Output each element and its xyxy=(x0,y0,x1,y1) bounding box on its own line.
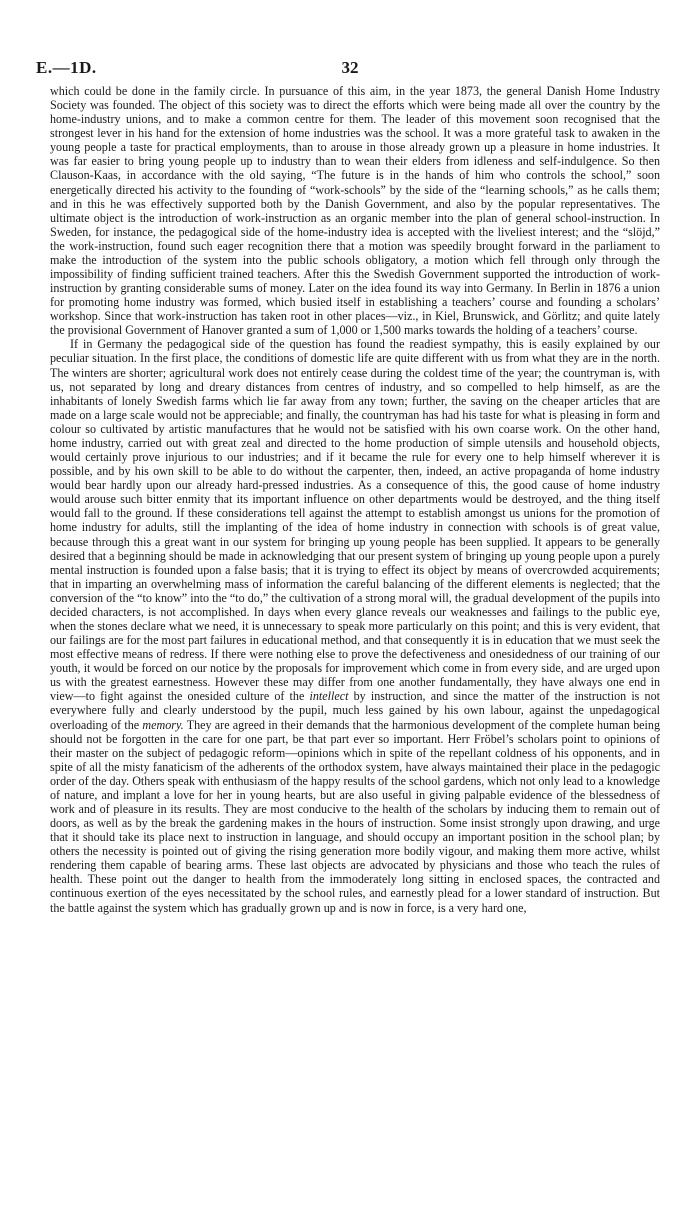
emphasis-intellect: intellect xyxy=(309,689,349,704)
paragraph-text: by instruction, and since the matter of the instruction is not everywhere fully and clearly understood by the pupil, much less gained by his own labour, against the unpedagogical overloading of the xyxy=(50,689,660,732)
page-number: 32 xyxy=(341,58,359,77)
paragraph-text: which could be done in the family circle. In pursuance of this aim, in the year 1873, the general Danish Home Industry Society was founded. The object of this society was to direct the efforts which were being made all over the country by the home-industry unions, and to make a common centre for them. The leader of this movement soon recognised that the strongest lever in his hand for the extension of home industries was the school. It was a more grateful task to awaken in the young people a taste for practical employments, than to arouse in those already grown up a pleasure in home industries. It was far easier to bring young people up to industry than to wean their elders from idleness and self-indulgence. So then Clauson-Kaas, in accordance with the old saying, “The future is in the hands of him who controls the school,” soon energetically directed his activity to the founding of “work-schools” by the side of the “learning schools,” as he calls them; and in this he was effectively supported both by the Danish Government, and also by the popular representatives. The ultimate object is the introduction of work-instruction as an organic member into the plan of general school-instruction. In Sweden, for instance, the pedagogical side of the home-industry idea is accepted with the liveliest interest; and the “slöjd,” the work-instruction, found such eager recognition there that a motion was speedily brought forward in the parliament to make the introduction of the system into the public schools obligatory, a motion which fell through only through the impossibility of finding sufficient trained teachers. After this the Swedish Government supported the introduction of work-instruction by granting considerable sums of money. Later on the idea found its way into Germany. In Berlin in 1876 a union for promoting home industry was formed, which busied itself in establishing a teachers’ course and founding a scholars’ workshop. Since that work-instruction has taken root in other places—viz., in Kiel, Brunswick, and Görlitz; and quite lately the provisional Government of Hanover granted a sum of 1,000 or 1,500 marks towards the holding of a teachers’ course. xyxy=(50,84,660,338)
document-reference: E.—1D. xyxy=(36,58,97,77)
paragraph-2 xyxy=(50,337,660,914)
document-body xyxy=(50,84,660,915)
paragraph-1 xyxy=(50,84,660,337)
emphasis-memory: memory. xyxy=(142,717,184,732)
paragraph-text: If in Germany the pedagogical side of the question has found the readiest sympathy, this is easily explained by our peculiar situation. In the first place, the conditions of domestic life are quite different with us from what they are in the north. The winters are shorter; agricultural work does not entirely cease during the coldest time of the year; the countryman is, with us, not separated by long and dreary distances from centres of industry, and so compelled to help himself, as are the inhabitants of lonely Swedish farms which lie far away from any town; further, the saving on the cheaper articles that are made on a large scale would not be appreciable; and finally, the countryman has had his taste for what is pleasing in form and colour so cultivated by artistic manufactures that he would not be satisfied with his own coarse work. On the other hand, home industry, carried out with great zeal and directed to the home production of simple utensils and household objects, would certainly prove injurious to our industries; and if it became the rule for every one to help himself wherever it is possible, and by his own skill to be able to do without the carpenter, then, indeed, an active propaganda of home industry would bear hardly upon our already hard-pressed industries. As a consequence of this, the good cause of home industry would arouse such bitter enmity that its important influence on other departments would be destroyed, and the thing itself would fall to the ground. If these considerations tell against the attempt to establish amongst us unions for the promotion of home industry for adults, still the implanting of the idea of home industry in connection with schools is of great value, because through this a great want in our system for bringing up young people has been supplied. It appears to be generally desired that a beginning should be made in acknowledging that our present system of bringing up young people upon a purely mental instruction is founded upon a false basis; that it is trying to effect its object by means of overcrowded acquirements; that in imparting an overwhelming mass of information the careful balancing of the different elements is neglected; that the conversion of the “to know” into the “to do,” the cultivation of a strong moral will, the gradual development of the pupils into decided characters, is not accomplished. In days when every glance reveals our weaknesses and failings to the public eye, when the stones declare what we need, it is unnecessary to speak more particularly on this point; and this is very evident, that our failings are for the most part failures in educational method, and that consequently it is in education that we must seek the most effective means of redress. If there were nothing else to prove the defectiveness and onesidedness of our training of our youth, it would be forced on our notice by the proposals for improvement which come in from every side, and are urged upon us with the greatest earnestness. However these may differ from one another fundamentally, they have always one end in view—to fight against the onesided culture of the xyxy=(50,337,660,704)
paragraph-text: They are agreed in their demands that the harmonious development of the complete human being should not be forgotten in the care for one part, be that part ever so important. Herr Fröbel’s scholars point to opinions of their master on the subject of pedagogic reform—opinions which in spite of the repellant coldness of his opponents, and in spite of all the misty fanaticism of the adherents of the orthodox system, have always maintained their place in the pedagogic order of the day. Others speak with enthusiasm of the happy results of the school gardens, which not only lead to a knowledge of nature, and implant a love for her in young hearts, but are also useful in giving palpable evidence of the blessedness of work and of pleasure in its results. They are most conducive to the health of the scholars by inducing them to remain out of doors, as well as by the break the gardening makes in the hours of instruction. Some insist strongly upon drawing, and urge that it should take its place next to instruction in language, and should occupy an important position in the school plan; by others the necessity is pointed out of giving the rising generation more bodily vigour, and making them more active, whilst rendering them capable of bearing arms. These last objects are advocated by physicians and those who teach the rules of health. These point out the danger to health from the immoderately long sitting in enclosed spaces, the contracted and continuous exertion of the eyes necessitated by the school rules, and earnestly plead for a lower standard of instruction. But the battle against the system which has gradually grown up and is now in force, is a very hard one, xyxy=(50,717,660,915)
